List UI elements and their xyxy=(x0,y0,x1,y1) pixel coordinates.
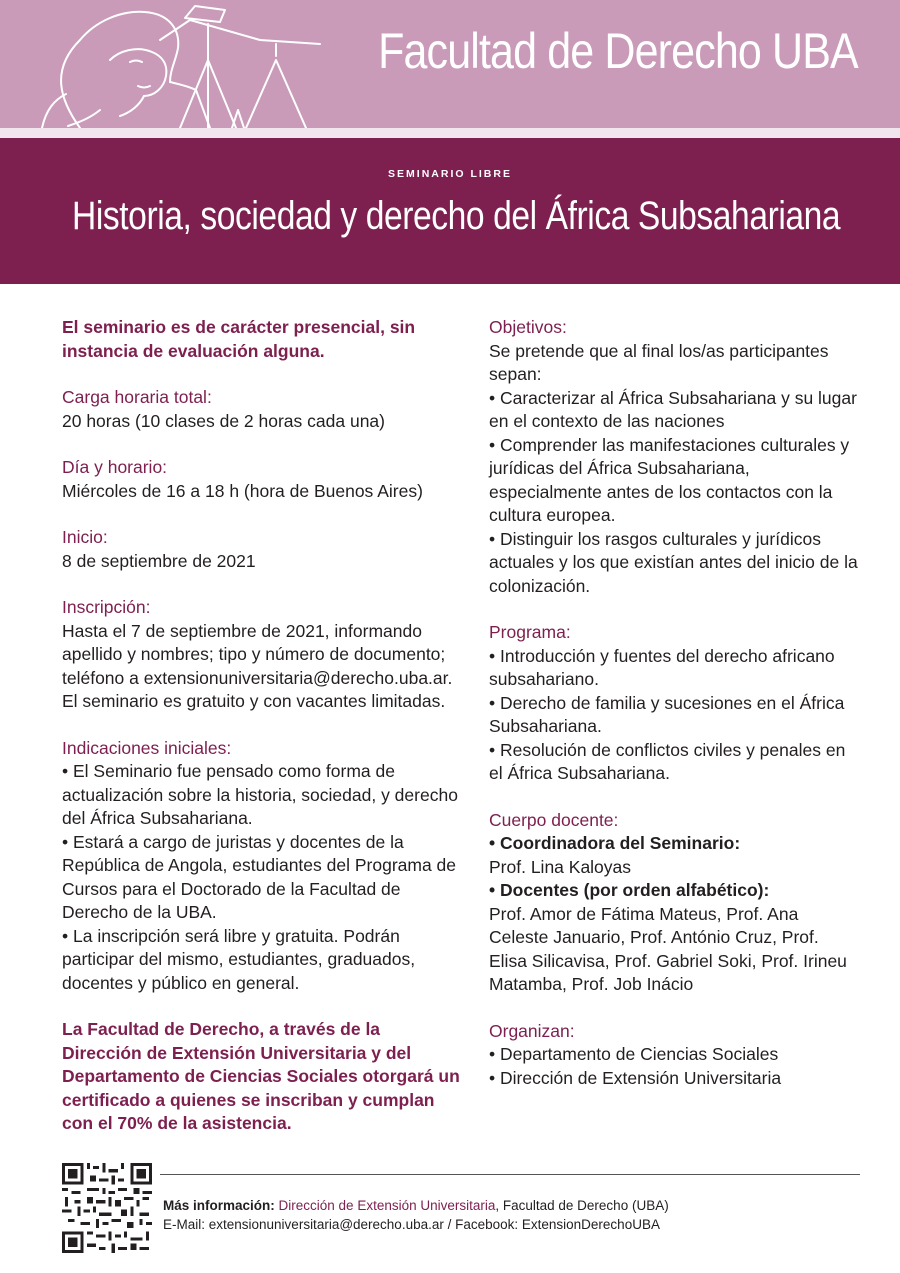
indicaciones-label: Indicaciones iniciales: xyxy=(62,737,232,758)
right-column xyxy=(489,316,859,1113)
more-info-direction: Dirección de Extensión Universitaria xyxy=(278,1198,496,1213)
list-item: • Resolución de conflictos civiles y penales en el África Subsahariana. xyxy=(489,739,846,783)
list-item: • Introducción y fuentes del derecho africano subsahariano. xyxy=(489,645,835,689)
teachers-label: • Docentes (por orden alfabético): xyxy=(489,880,770,900)
list-item: • Estará a cargo de juristas y docentes de la República de Angola, estudiantes del Programa de Cursos para el Doctorado de la Facultad de Derecho de la UBA. xyxy=(62,831,457,922)
organizan-label: Organizan: xyxy=(489,1020,575,1041)
footer-info xyxy=(163,1196,669,1234)
intro-statement: El seminario es de carácter presencial, sin instancia de evaluación alguna. xyxy=(62,317,416,361)
list-item: • El Seminario fue pensado como forma de actualización sobre la historia, sociedad, y derecho del África Subsahariana. xyxy=(62,761,458,828)
dia-section xyxy=(62,456,460,503)
list-item: • Comprender las manifestaciones culturales y jurídicas del África Subsahariana, especialmente antes de los contactos con la cultura europea. xyxy=(489,434,850,525)
coordinator-label: • Coordinadora del Seminario: xyxy=(489,833,741,853)
organizan-section xyxy=(489,1020,859,1091)
carga-label: Carga horaria total: xyxy=(62,387,212,407)
carga-section xyxy=(62,386,460,433)
more-info-line xyxy=(163,1196,669,1215)
inicio-label: Inicio: xyxy=(62,527,108,547)
justice-scale-woman-illustration xyxy=(20,0,360,128)
header-band xyxy=(0,0,900,128)
list-item: • Departamento de Ciencias Sociales xyxy=(489,1044,779,1064)
carga-value: 20 horas (10 clases de 2 horas cada una) xyxy=(62,410,385,431)
dia-label: Día y horario: xyxy=(62,457,168,477)
list-item: • Caracterizar al África Subsahariana y su lugar en el contexto de las naciones xyxy=(489,387,857,431)
list-item: • Derecho de familia y sucesiones en el África Subsahariana. xyxy=(489,692,845,736)
teachers-names: Prof. Amor de Fátima Mateus, Prof. Ana Celeste Januario, Prof. António Cruz, Prof. Elisa Silicavisa, Prof. Gabriel Soki, Prof. Irineu Matamba, Prof. Job Inácio xyxy=(489,903,847,994)
cuerpo-label: Cuerpo docente: xyxy=(489,809,619,830)
inscripcion-label: Inscripción: xyxy=(62,597,151,617)
qr-code-icon[interactable] xyxy=(62,1163,152,1253)
inicio-value: 8 de septiembre de 2021 xyxy=(62,550,256,571)
coordinator-name: Prof. Lina Kaloyas xyxy=(489,856,632,877)
inscripcion-section xyxy=(62,596,460,714)
programa-label: Programa: xyxy=(489,622,571,642)
more-info-faculty: , Facultad de Derecho (UBA) xyxy=(495,1198,669,1213)
list-item: • La inscripción será libre y gratuita. Podrán participar del mismo, estudiantes, graduados, docentes y público en general. xyxy=(62,925,416,993)
more-info-label: Más información: xyxy=(163,1198,275,1213)
header-divider xyxy=(0,128,900,138)
seminar-kicker: SEMINARIO LIBRE xyxy=(388,168,512,180)
cuerpo-docente-section xyxy=(489,809,859,997)
left-column xyxy=(62,316,460,1159)
contact-line: E-Mail: extensionuniversitaria@derecho.uba.ar / Facebook: ExtensionDerechoUBA xyxy=(163,1217,660,1232)
inicio-section xyxy=(62,526,460,573)
dia-value: Miércoles de 16 a 18 h (hora de Buenos Aires) xyxy=(62,480,423,501)
objetivos-intro: Se pretende que al final los/as participantes sepan: xyxy=(489,340,829,384)
objetivos-label: Objetivos: xyxy=(489,317,567,337)
list-item: • Distinguir los rasgos culturales y jurídicos actuales y los que existían antes del inicio de la colonización. xyxy=(489,528,858,596)
inscripcion-note: El seminario es gratuito y con vacantes limitadas. xyxy=(62,691,446,711)
inscripcion-text: Hasta el 7 de septiembre de 2021, informando apellido y nombres; tipo y número de documento; teléfono a extensionuniversitaria@derecho.uba.ar. xyxy=(62,620,453,688)
programa-section xyxy=(489,621,859,786)
faculty-title: Facultad de Derecho UBA xyxy=(378,23,858,79)
certificate-statement: La Facultad de Derecho, a través de la Dirección de Extensión Universitaria y del Departamento de Ciencias Sociales otorgará un certificado a quienes se inscriban y cumplan con el 70% de la asistencia. xyxy=(62,1019,460,1133)
seminar-title: Historia, sociedad y derecho del África Subsahariana xyxy=(72,194,841,238)
objetivos-section xyxy=(489,316,859,598)
title-band xyxy=(0,138,900,284)
footer-divider xyxy=(160,1174,860,1175)
indicaciones-section xyxy=(62,737,460,996)
list-item: • Dirección de Extensión Universitaria xyxy=(489,1067,782,1088)
